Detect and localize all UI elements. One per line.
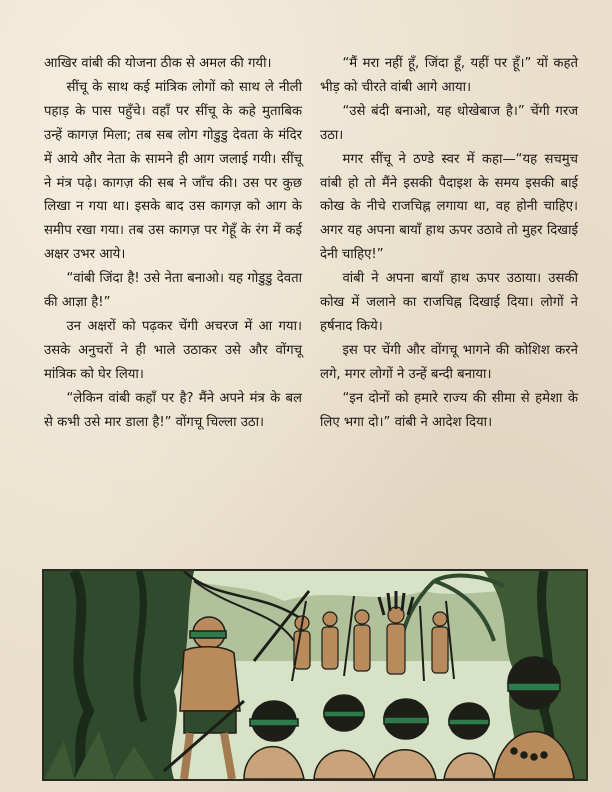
paragraph: इस पर चेंगी और वोंगचू भागने की कोशिश करने लगे, मगर लोगों ने उन्हें बन्दी बनाया। bbox=[320, 342, 578, 382]
paragraph: आखिर वांबी की योजना ठीक से अमल की गयी। bbox=[44, 56, 272, 71]
paragraph: मगर सींचू ने ठण्डे स्वर में कहा—“यह सचमुच वांबी हो तो मैंने इसकी पैदाइश के समय इसकी बाई कोख के नीचे राजचिह्न लगाया था, वह होनी चाहिए। अगर यह अपना बायाँ हाथ ऊपर उठावे तो मुहर दिखाई देनी चाहिए!” bbox=[320, 151, 578, 263]
illustration-drawing bbox=[44, 571, 586, 779]
paragraph: वांबी ने अपना बायाँ हाथ ऊपर उठाया। उसकी कोख में जलाने का राजचिह्न दिखाई दिया। लोगों ने हर्षनाद किये। bbox=[320, 271, 578, 334]
text-column-right bbox=[320, 52, 578, 435]
jungle-crowd-illustration bbox=[42, 569, 588, 781]
paragraph: “मैं मरा नहीं हूँ, जिंदा हूँ, यहीं पर हूँ।” यों कहते भीड़ को चीरते वांबी आगे आया। bbox=[320, 56, 578, 95]
paragraph: “लेकिन वांबी कहाँ पर है? मैंने अपने मंत्र के बल से कभी उसे मार डाला है!” वोंगचू चिल्ला उठा। bbox=[44, 390, 302, 430]
paragraph: सींचू के साथ कई मांत्रिक लोगों को साथ ले नीली पहाड़ के पास पहुँचे। वहाँ पर सींचू के कहे मुताबिक उन्हें कागज़ मिला; तब सब लोग गोडुडु देवता के मंदिर में आये और नेता के सामने ही आग जलाई गयी। सींचू ने मंत्र पढ़े। कागज़ की सब ने जाँच की। उस पर कुछ लिखा न गया था। इसके बाद उस कागज़ को आग के समीप रखा गया। तब उस कागज़ पर गेहूँ के रंग में कई अक्षर उभर आये। bbox=[44, 79, 302, 263]
text-column-left bbox=[44, 52, 302, 435]
paragraph: “इन दोनों को हमारे राज्य की सीमा से हमेशा के लिए भगा दो।” वांबी ने आदेश दिया। bbox=[320, 390, 578, 430]
paragraph: “वांबी जिंदा है! उसे नेता बनाओ। यह गोडुडु देवता की आज्ञा है!” bbox=[44, 271, 302, 311]
paragraph: उन अक्षरों को पढ़कर चेंगी अचरज में आ गया। उसके अनुचरों ने ही भाले उठाकर उसे और वोंगचू मांत्रिक को घेर लिया। bbox=[44, 318, 302, 382]
paragraph: “उसे बंदी बनाओ, यह धोखेबाज है।” चेंगी गरज उठा। bbox=[320, 103, 578, 143]
left-jungle-mass bbox=[44, 571, 194, 779]
